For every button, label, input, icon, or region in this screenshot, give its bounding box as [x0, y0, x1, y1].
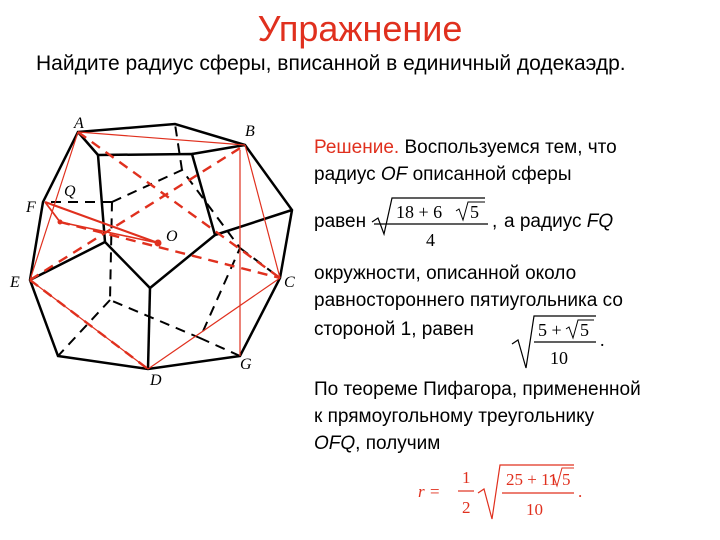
- solution-line-6: [314, 376, 714, 403]
- solution-block: [314, 134, 714, 531]
- point-O: [155, 240, 162, 247]
- comma: ,: [492, 211, 498, 232]
- solution-line-4: [314, 287, 714, 314]
- solution-text: к прямоугольному треугольнику: [314, 406, 595, 427]
- segment-name-OF: OF: [380, 164, 408, 185]
- solution-line-1: [314, 134, 714, 161]
- formula-circumradius: [370, 194, 500, 254]
- formula-pentagon-row: [314, 314, 714, 372]
- formula-numerator: 5 +: [538, 320, 562, 340]
- solution-line-3: [314, 260, 714, 287]
- solution-line-8: [314, 430, 714, 457]
- formula-numerator: 18 + 6: [396, 202, 443, 222]
- formula-denominator: 10: [526, 500, 543, 519]
- formula-lhs: r =: [418, 482, 441, 501]
- solution-line-2: [314, 161, 714, 188]
- formula-inradius-result: [414, 461, 614, 523]
- formula-denominator: 4: [426, 230, 435, 250]
- solution-text: По теореме Пифагора, примененной: [314, 379, 641, 400]
- solution-text: описанной сферы: [412, 164, 572, 185]
- solution-text: радиус: [314, 164, 376, 185]
- label-A: A: [74, 115, 84, 132]
- front-face: [98, 154, 215, 288]
- formula-denominator: 10: [550, 348, 568, 368]
- segment-name-FQ: FQ: [586, 211, 614, 232]
- formula-half-numerator: 1: [462, 468, 471, 487]
- solution-line-7: [314, 403, 714, 430]
- point-Q: [58, 220, 63, 225]
- solution-text: Воспользуемся тем, что: [404, 137, 617, 158]
- hidden-edges: [43, 124, 280, 356]
- solution-text: а радиус FQ: [504, 211, 614, 232]
- solution-text: стороной 1, равен: [314, 319, 474, 340]
- label-G: G: [240, 356, 252, 373]
- label-O: O: [166, 228, 178, 245]
- formula-pentagon-radius: [510, 314, 620, 372]
- formula-numerator-root: 5: [470, 202, 479, 222]
- task-statement: Найдите радиус сферы, вписанной в единичный додекаэдр.: [36, 52, 626, 75]
- solution-text: , получим: [355, 433, 441, 454]
- solution-text: равностороннего пятиугольника со: [314, 290, 623, 311]
- label-Q: Q: [64, 183, 76, 200]
- solution-text: окружности, описанной около: [314, 263, 577, 284]
- solution-heading: Решение.: [314, 137, 400, 158]
- formula-numerator: 25 + 11: [506, 470, 558, 489]
- label-F: F: [26, 199, 36, 216]
- solution-text: равен: [314, 211, 367, 232]
- formula-numerator-root: 5: [562, 470, 571, 489]
- period: .: [600, 330, 605, 350]
- label-B: B: [245, 123, 255, 140]
- period: .: [578, 482, 583, 501]
- label-C: C: [284, 274, 295, 291]
- dodecahedron-figure: [0, 110, 310, 390]
- label-D: D: [150, 372, 162, 389]
- formula-circumradius-row: [314, 194, 714, 254]
- label-E: E: [10, 274, 20, 291]
- triangle-name-OFQ: OFQ: [314, 433, 356, 454]
- page-title: Упражнение: [257, 8, 463, 49]
- formula-half-denominator: 2: [462, 498, 471, 517]
- formula-numerator-root: 5: [580, 320, 589, 340]
